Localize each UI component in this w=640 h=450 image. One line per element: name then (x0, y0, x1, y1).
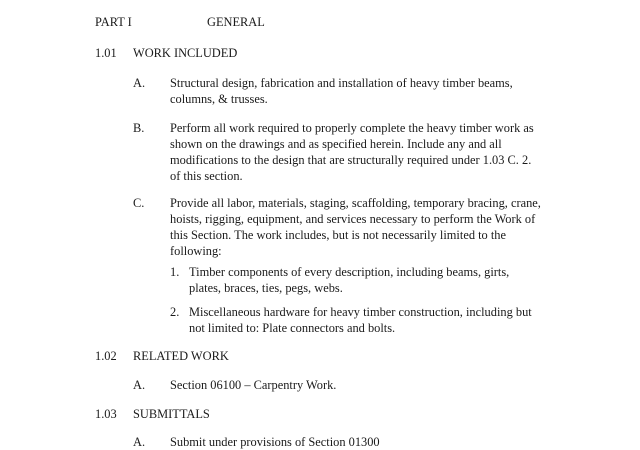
item-text-line: Provide all labor, materials, staging, scaffolding, temporary bracing, crane, (170, 196, 541, 210)
item-text-line: columns, & trusses. (170, 92, 268, 106)
subitem-number: 1. (170, 265, 180, 279)
item-text-line: Structural design, fabrication and installation of heavy timber beams, (170, 76, 513, 90)
item-letter: A. (133, 76, 146, 90)
item-letter: A. (133, 435, 146, 449)
item-letter: C. (133, 196, 145, 210)
item-text-line: of this section. (170, 169, 243, 183)
item-text-line: following: (170, 244, 222, 258)
subitem-text-line: Miscellaneous hardware for heavy timber construction, including but (189, 305, 532, 319)
subitem-number: 2. (170, 305, 180, 319)
section-title: RELATED WORK (133, 349, 229, 363)
subitem-text-line: Timber components of every description, including beams, girts, (189, 265, 510, 279)
part-label: PART I (95, 15, 132, 29)
item-text-line: modifications to the design that are structurally required under 1.03 C. 2. (170, 153, 532, 167)
section-number: 1.01 (95, 46, 117, 60)
item-text-line: Perform all work required to properly complete the heavy timber work as (170, 121, 534, 135)
subitem-text-line: not limited to: Plate connectors and bolts. (189, 321, 396, 335)
item-text-line: Submit under provisions of Section 01300 (170, 435, 380, 449)
part-title: GENERAL (207, 15, 265, 29)
section-title: SUBMITTALS (133, 407, 210, 421)
item-text-line: Section 06100 – Carpentry Work. (170, 378, 337, 392)
item-text-line: hoists, rigging, equipment, and services necessary to perform the Work of (170, 212, 536, 226)
section-number: 1.02 (95, 349, 117, 363)
item-text-line: this Section. The work includes, but is not necessarily limited to the (170, 228, 506, 242)
subitem-text-line: plates, braces, ties, pegs, webs. (189, 281, 343, 295)
item-letter: B. (133, 121, 145, 135)
item-letter: A. (133, 378, 146, 392)
section-number: 1.03 (95, 407, 117, 421)
section-title: WORK INCLUDED (133, 46, 238, 60)
item-text-line: shown on the drawings and as specified herein. Include any and all (170, 137, 502, 151)
